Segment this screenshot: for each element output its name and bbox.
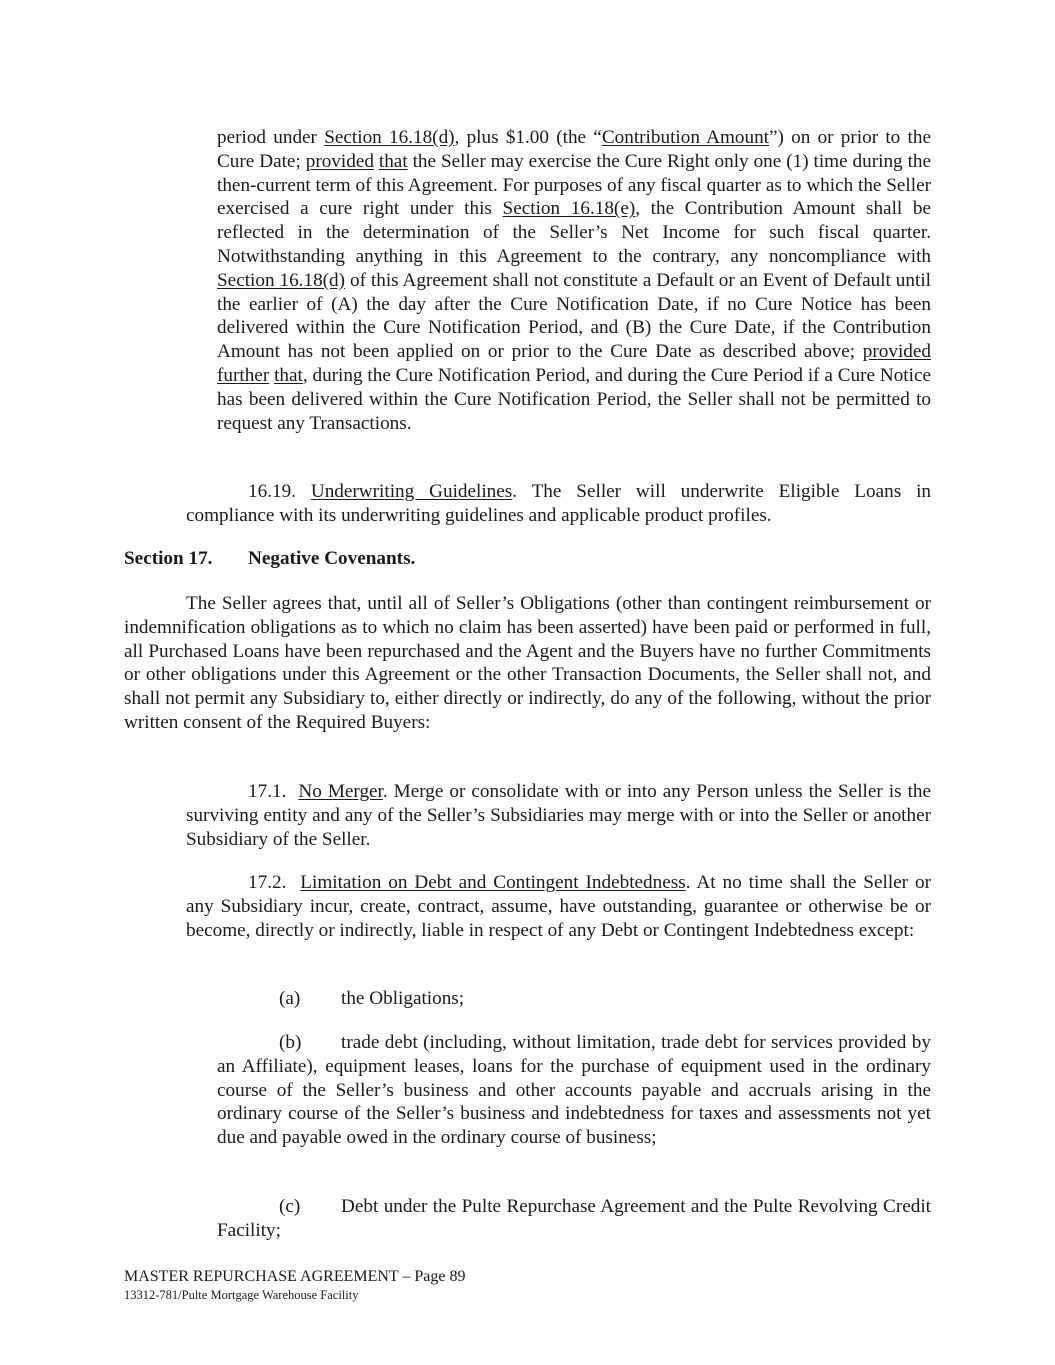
- list-item-b: [217, 1031, 931, 1150]
- paragraph-text: The Seller agrees that, until all of Seller’s Obligations (other than contingent reimbursement or indemnification obligations as to which no claim has been asserted) have been paid or performed in full, all Purchased Loans have been repurchased and the Agent and the Buyers have no further Commitments or other obligations under this Agreement or the other Transaction Documents, the Seller shall not, and shall not permit any Subsidiary to, either directly or indirectly, do any of the following, without the prior written consent of the Required Buyers:: [124, 593, 931, 733]
- section-reference: Section 16.18(e): [502, 198, 636, 220]
- section-17-heading: [124, 547, 415, 571]
- text-run: , the Contribution Amount shall be reflected in the determination of the Seller’s Net Income for such fiscal quarter. Notwithstanding anything in this Agreement to the contrary, any noncompliance with: [217, 198, 931, 267]
- footer-title: MASTER REPURCHASE AGREEMENT – Page 89: [124, 1268, 466, 1285]
- text-run: , during the Cure Notification Period, and during the Cure Period if a Cure Notice has been delivered within the Cure Notification Period, the Seller shall not be permitted to request any Transactions.: [217, 364, 932, 434]
- list-item-a: [217, 987, 931, 1011]
- clause-number: 17.1.: [248, 781, 287, 802]
- item-label: (a): [279, 988, 301, 1009]
- clause-text: . The Seller will underwrite Eligible Loans in compliance with its underwriting guidelines and applicable product profiles.: [186, 481, 931, 526]
- paragraph-17-1: [186, 780, 931, 851]
- clause-text: . Merge or consolidate with or into any Person unless the Seller is the surviving entity and any of the Seller’s Subsidiaries may merge with or into the Seller or another Subsidiary of the Seller.: [186, 781, 932, 850]
- emphasis-term: that: [378, 150, 408, 172]
- section-reference: Section 16.18(d): [324, 127, 455, 148]
- item-text: Debt under the Pulte Repurchase Agreement and the Pulte Revolving Credit Facility;: [217, 1196, 931, 1241]
- item-label: (c): [279, 1196, 301, 1217]
- emphasis-term: provided: [305, 150, 374, 172]
- paragraph-16-19: [186, 480, 931, 528]
- item-label: (b): [279, 1032, 302, 1053]
- section-title: Negative Covenants.: [248, 548, 416, 569]
- text-run: ”) on or prior to the Cure Date;: [217, 127, 931, 172]
- emphasis-term: that: [274, 364, 303, 386]
- section-reference: Section 16.18(d): [217, 269, 346, 291]
- emphasis-term: further: [217, 364, 270, 386]
- clause-heading: No Merger: [298, 781, 383, 802]
- clause-heading: Limitation on Debt and Contingent Indebtedness: [300, 872, 686, 893]
- item-text: trade debt (including, without limitation, trade debt for services provided by an Affiliate), equipment leases, loans for the purchase of equipment used in the ordinary course of the Seller’s business and other accounts payable and accruals arising in the ordinary course of the Seller’s business and indebtedness for taxes and assessments not yet due and payable owed in the ordinary course of business;: [217, 1032, 931, 1149]
- list-item-c: [217, 1195, 931, 1243]
- text-run: , plus $1.00 (the “: [454, 127, 602, 148]
- paragraph-negative-covenants-intro: [124, 592, 931, 735]
- section-number: Section 17.: [124, 548, 213, 569]
- clause-number: 17.2.: [248, 872, 287, 893]
- emphasis-term: provided: [862, 341, 931, 363]
- text-run: the Seller may exercise the Cure Right only one (1) time during the then-current term of this Agreement. For purposes of any fiscal quarter as to which the Seller exercised a cure right under this: [217, 150, 932, 220]
- text-run: period under: [217, 127, 325, 148]
- item-text: the Obligations;: [341, 988, 465, 1009]
- paragraph-17-2: [186, 871, 931, 942]
- clause-number: 16.19.: [248, 481, 296, 502]
- footer-subtitle: 13312-781/Pulte Mortgage Warehouse Facility: [124, 1288, 359, 1302]
- defined-term: Contribution Amount: [601, 127, 769, 148]
- paragraph-cure-right: [217, 126, 931, 435]
- clause-text: . At no time shall the Seller or any Subsidiary incur, create, contract, assume, have outstanding, guarantee or otherwise be or become, directly or indirectly, liable in respect of any Debt or Contingent Indebtedness except:: [186, 872, 931, 941]
- clause-heading: Underwriting Guidelines: [310, 481, 513, 502]
- text-run: of this Agreement shall not constitute a Default or an Event of Default until the earlier of (A) the day after the Cure Notification Date, if no Cure Notice has been delivered within the Cure Notification Period, and (B) the Cure Date, if the Contribution Amount has not been applied on or prior to the Cure Date as described above;: [217, 269, 931, 363]
